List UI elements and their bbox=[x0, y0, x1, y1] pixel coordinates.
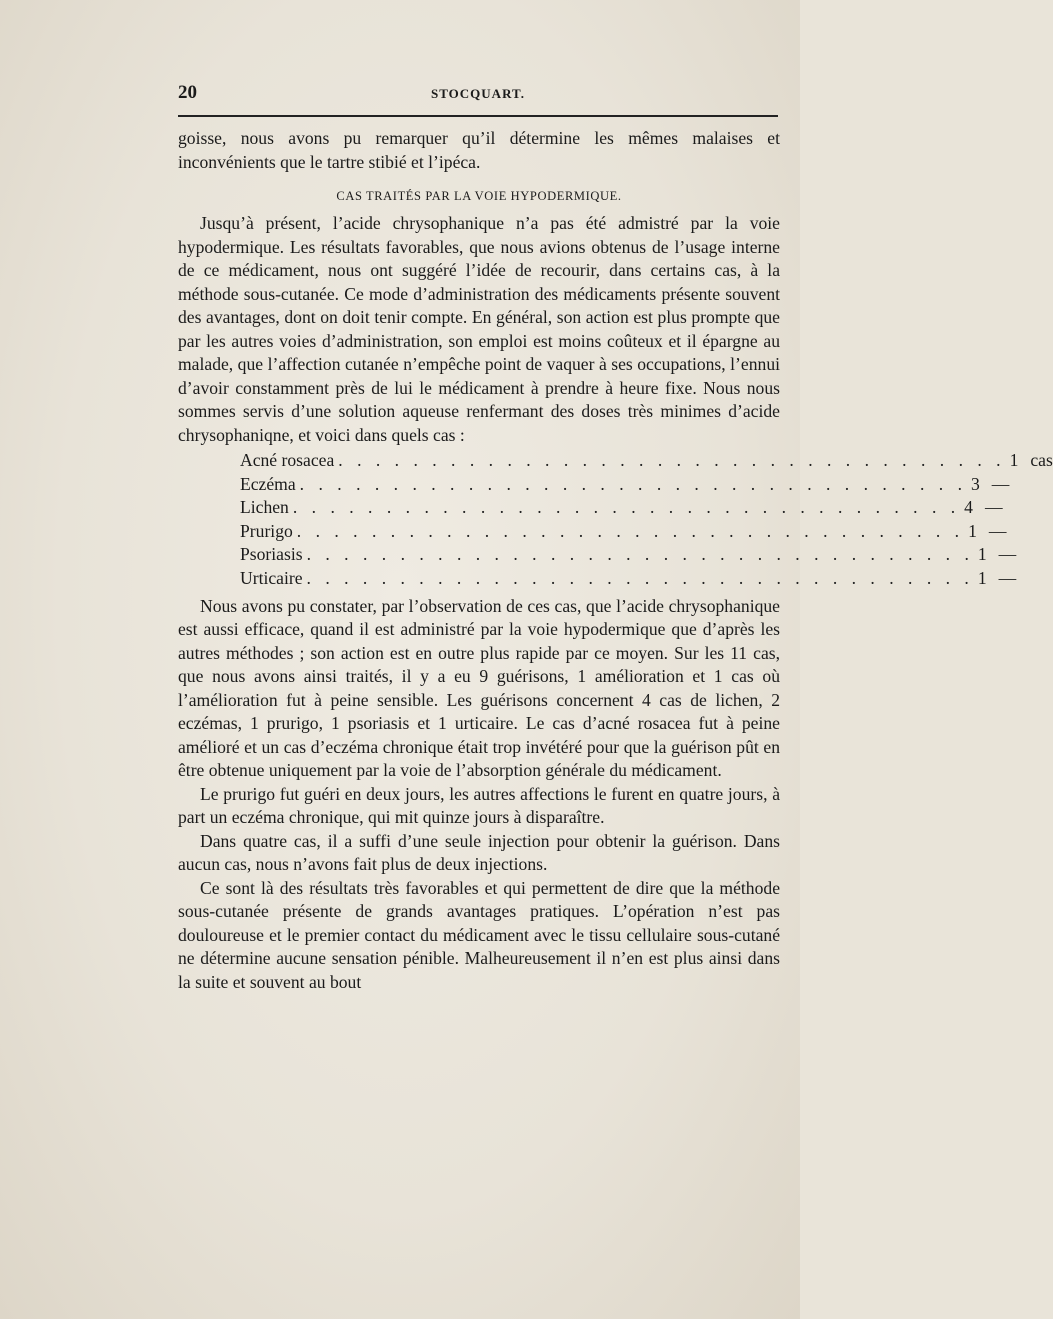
case-unit: — bbox=[988, 520, 1007, 541]
leader-dots: . . . . . . . . . . . . . . . . . . . . . . . . . . . . . . . . . . . . bbox=[338, 450, 1006, 470]
case-count: 1 bbox=[1009, 450, 1019, 470]
case-unit: — bbox=[984, 497, 1003, 518]
paragraph-injections: Dans quatre cas, il a suffi d’une seule injection pour obtenir la guérison. Dans aucun cas, nous n’avons fait plus de deux injections. bbox=[178, 830, 780, 875]
case-count: 1 bbox=[977, 544, 987, 565]
case-name: Prurigo bbox=[240, 520, 293, 541]
paragraph-continued: goisse, nous avons pu remarquer qu’il détermine les mêmes malaises et inconvénients que le tartre stibié et l’ipéca. bbox=[178, 128, 780, 172]
leader-dots: . . . . . . . . . . . . . . . . . . . . . . . . . . . . . . . . . . . . bbox=[292, 497, 961, 518]
case-count: 1 bbox=[977, 567, 987, 588]
case-unit: — bbox=[998, 544, 1017, 565]
case-name: Eczéma bbox=[240, 473, 296, 494]
case-unit: — bbox=[998, 567, 1017, 588]
leader-dots: . . . . . . . . . . . . . . . . . . . . . . . . . . . . . . . . . . . . bbox=[306, 567, 974, 588]
case-unit: — bbox=[991, 473, 1010, 494]
running-head: STOCQUART. bbox=[431, 86, 525, 101]
case-name: Acné rosacea bbox=[240, 450, 335, 470]
case-row bbox=[240, 496, 1003, 520]
cases-list bbox=[240, 449, 1053, 591]
case-name: Urticaire bbox=[240, 567, 303, 588]
case-row bbox=[240, 520, 1007, 544]
case-name: Psoriasis bbox=[240, 544, 303, 565]
case-row bbox=[240, 543, 1017, 567]
paragraph-healing-time: Le prurigo fut guéri en deux jours, les autres affections le furent en quatre jours, à part un eczéma chronique, qui mit quinze jours à disparaître. bbox=[178, 783, 780, 828]
leader-dots: . . . . . . . . . . . . . . . . . . . . . . . . . . . . . . . . . . . . bbox=[296, 520, 965, 541]
paragraph-intro: Jusqu’à présent, l’acide chrysophanique n’a pas été admistré par la voie hypodermique. Les résultats favorables, que nous avions obtenus de l’usage interne de ce médicament, nous ont suggéré l’idée de recourir, dans certains cas, à la méthode sous-cutanée. Ce mode d’administration des médicaments présente souvent des avantages, dont on doit tenir compte. En général, son action est plus prompte que par les autres voies d’administration, son emploi est moins coûteux et il épargne au malade, que l’affection cutanée n’empêche point de vaquer à ses occupations, l’ennui d’avoir constamment près de lui le médicament à prendre à heure fixe. Nous nous sommes servis d’une solution aqueuse renfermant des doses très minimes d’acide chrysophaniqne, et voici dans quels cas : bbox=[178, 213, 780, 445]
case-row bbox=[240, 449, 1053, 473]
case-name: Lichen bbox=[240, 497, 289, 518]
header-rule bbox=[178, 115, 778, 117]
body-text bbox=[178, 127, 1053, 994]
case-count: 1 bbox=[968, 520, 977, 541]
case-unit: cas bbox=[1030, 450, 1053, 470]
case-row bbox=[240, 473, 1010, 497]
case-count: 4 bbox=[964, 497, 973, 518]
section-title: CAS TRAITÉS PAR LA VOIE HYPODERMIQUE. bbox=[336, 189, 622, 203]
leader-dots: . . . . . . . . . . . . . . . . . . . . . . . . . . . . . . . . . . . . bbox=[299, 473, 967, 494]
case-row bbox=[240, 567, 1017, 591]
leader-dots: . . . . . . . . . . . . . . . . . . . . . . . . . . . . . . . . . . . . bbox=[306, 544, 974, 565]
paragraph-results: Nous avons pu constater, par l’observation de ces cas, que l’acide chrysophanique est aussi efficace, quand il est administré par la voie hypodermique que d’après les autres méthodes ; son action est en outre plus rapide par ce moyen. Sur les 11 cas, que nous avons ainsi traités, il y a eu 9 guérisons, 1 amélioration et 1 cas où l’amélioration fut à peine sensible. Les guérisons concernent 4 cas de lichen, 2 eczémas, 1 prurigo, 1 psoriasis et 1 urticaire. Le cas d’acné rosacea fut à peine amélioré et un cas d’eczéma chronique était trop invétéré pour que la guérison pût en être obtenue uniquement par la voie de l’absorption générale du médicament. bbox=[178, 595, 780, 781]
page-number: 20 bbox=[178, 82, 197, 103]
paragraph-conclusion: Ce sont là des résultats très favorables et qui permettent de dire que la méthode sous-cutanée présente de grands avantages pratiques. L’opération n’est pas douloureuse et le premier contact du médicament avec le tissu cellulaire sous-cutané ne détermine aucune sensation pénible. Malheureusement il n’en est plus ainsi dans la suite et souvent au bout bbox=[178, 877, 780, 992]
case-count: 3 bbox=[970, 473, 980, 494]
page-header bbox=[178, 82, 778, 108]
